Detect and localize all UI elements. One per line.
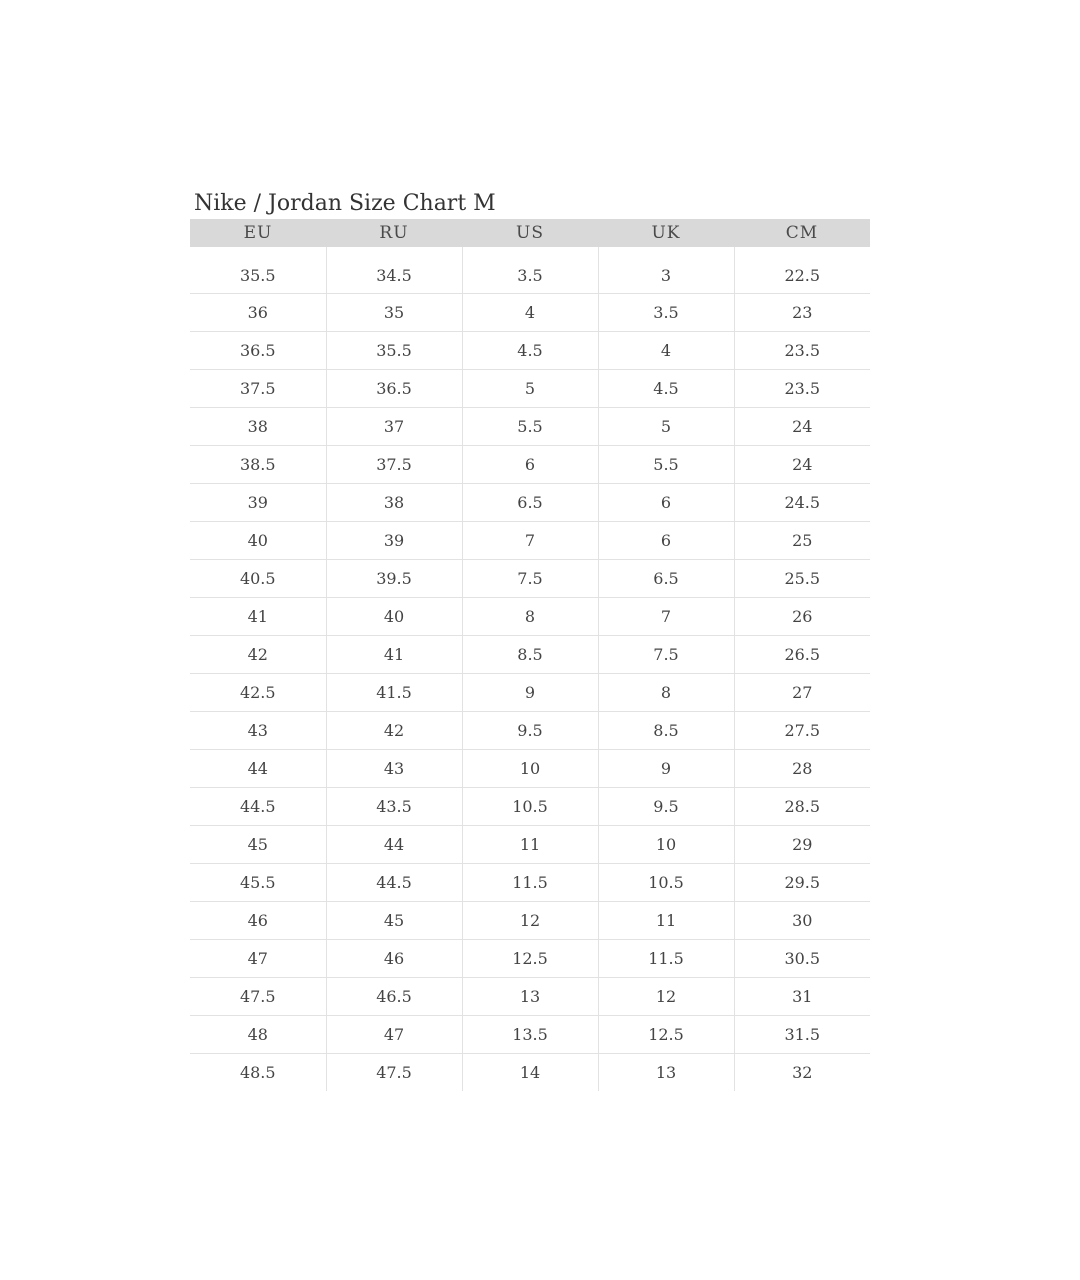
cell-ru: 47 xyxy=(326,1016,462,1054)
cell-cm: 30.5 xyxy=(734,940,870,978)
cell-cm: 22.5 xyxy=(734,247,870,294)
cell-uk: 9.5 xyxy=(598,788,734,826)
chart-title: Nike / Jordan Size Chart M xyxy=(194,191,496,216)
table-row xyxy=(190,674,870,712)
cell-ru: 40 xyxy=(326,598,462,636)
cell-ru: 41 xyxy=(326,636,462,674)
cell-cm: 28.5 xyxy=(734,788,870,826)
cell-us: 9.5 xyxy=(462,712,598,750)
table-row xyxy=(190,294,870,332)
cell-uk: 10.5 xyxy=(598,864,734,902)
table-row xyxy=(190,370,870,408)
cell-uk: 6.5 xyxy=(598,560,734,598)
header-row xyxy=(190,219,870,247)
cell-us: 5.5 xyxy=(462,408,598,446)
table-row xyxy=(190,1016,870,1054)
cell-eu: 35.5 xyxy=(190,247,326,294)
cell-ru: 35 xyxy=(326,294,462,332)
cell-uk: 12.5 xyxy=(598,1016,734,1054)
cell-ru: 34.5 xyxy=(326,247,462,294)
cell-ru: 46.5 xyxy=(326,978,462,1016)
cell-cm: 27 xyxy=(734,674,870,712)
cell-uk: 6 xyxy=(598,522,734,560)
cell-uk: 7 xyxy=(598,598,734,636)
cell-eu: 36 xyxy=(190,294,326,332)
cell-uk: 5.5 xyxy=(598,446,734,484)
cell-uk: 7.5 xyxy=(598,636,734,674)
table-row xyxy=(190,636,870,674)
cell-us: 12.5 xyxy=(462,940,598,978)
cell-uk: 4 xyxy=(598,332,734,370)
cell-eu: 48.5 xyxy=(239,1063,276,1082)
cell-us: 13 xyxy=(462,978,598,1016)
cell-us: 8.5 xyxy=(462,636,598,674)
cell-eu: 38 xyxy=(190,408,326,446)
cell-us: 6.5 xyxy=(462,484,598,522)
cell-eu: 47 xyxy=(190,940,326,978)
cell-us: 4.5 xyxy=(462,332,598,370)
cell-us: 5 xyxy=(462,370,598,408)
cell-ru: 45 xyxy=(326,902,462,940)
cell-us: 9 xyxy=(462,674,598,712)
cell-ru: 43.5 xyxy=(326,788,462,826)
size-chart xyxy=(190,188,870,1091)
cell-eu: 48 xyxy=(190,1016,326,1054)
cell-ru: 46 xyxy=(326,940,462,978)
cell-us: 13.5 xyxy=(462,1016,598,1054)
cell-uk: 5 xyxy=(598,408,734,446)
cell-cm: 23.5 xyxy=(734,370,870,408)
cell-ru: 36.5 xyxy=(326,370,462,408)
cell-ru: 44 xyxy=(326,826,462,864)
table-row xyxy=(190,978,870,1016)
cell-ru: 35.5 xyxy=(326,332,462,370)
cell-eu: 36.5 xyxy=(190,332,326,370)
cell-us: 14 xyxy=(462,1054,598,1092)
table-row xyxy=(190,560,870,598)
table-row xyxy=(190,902,870,940)
cell-uk: 10 xyxy=(598,826,734,864)
cell-eu: 47.5 xyxy=(190,978,326,1016)
cell-eu: 40.5 xyxy=(190,560,326,598)
column-header-cm: CM xyxy=(734,219,870,247)
column-header-eu: EU xyxy=(190,219,326,247)
cell-eu: 42.5 xyxy=(190,674,326,712)
cell-cm: 30 xyxy=(734,902,870,940)
cell-cm: 23.5 xyxy=(734,332,870,370)
table-row xyxy=(190,788,870,826)
cell-ru: 41.5 xyxy=(326,674,462,712)
cell-cm: 25 xyxy=(734,522,870,560)
cell-eu: 38.5 xyxy=(190,446,326,484)
table-row xyxy=(190,712,870,750)
cell-eu: 42 xyxy=(190,636,326,674)
cell-uk: 12 xyxy=(598,978,734,1016)
cell-cm: 32 xyxy=(734,1054,870,1092)
table-row xyxy=(190,750,870,788)
cell-uk: 13 xyxy=(598,1054,734,1092)
table-row xyxy=(190,1054,870,1092)
cell-cm: 31 xyxy=(734,978,870,1016)
cell-uk: 6 xyxy=(598,484,734,522)
size-table xyxy=(190,219,870,1091)
cell-us: 4 xyxy=(462,294,598,332)
cell-ru: 43 xyxy=(326,750,462,788)
table-row xyxy=(190,247,870,294)
cell-eu: 44.5 xyxy=(190,788,326,826)
table-row xyxy=(190,332,870,370)
cell-ru: 38 xyxy=(326,484,462,522)
cell-us: 11.5 xyxy=(462,864,598,902)
cell-eu: 43 xyxy=(190,712,326,750)
cell-eu: 41 xyxy=(190,598,326,636)
cell-eu: 44 xyxy=(190,750,326,788)
cell-us: 7 xyxy=(462,522,598,560)
cell-uk: 8.5 xyxy=(598,712,734,750)
cell-us: 10.5 xyxy=(462,788,598,826)
cell-us: 10 xyxy=(462,750,598,788)
cell-cm: 24 xyxy=(734,446,870,484)
cell-cm: 28 xyxy=(734,750,870,788)
cell-uk: 3 xyxy=(598,247,734,294)
cell-us: 12 xyxy=(462,902,598,940)
cell-cm: 26.5 xyxy=(734,636,870,674)
cell-cm: 25.5 xyxy=(734,560,870,598)
cell-cm: 27.5 xyxy=(734,712,870,750)
table-body xyxy=(190,247,870,1091)
cell-cm: 29 xyxy=(734,826,870,864)
cell-cm: 24 xyxy=(734,408,870,446)
cell-ru: 44.5 xyxy=(326,864,462,902)
cell-eu: 40 xyxy=(190,522,326,560)
table-row xyxy=(190,940,870,978)
table-row xyxy=(190,446,870,484)
cell-ru: 37 xyxy=(326,408,462,446)
cell-cm: 26 xyxy=(734,598,870,636)
cell-uk: 11 xyxy=(598,902,734,940)
cell-us: 7.5 xyxy=(462,560,598,598)
cell-eu: 39 xyxy=(190,484,326,522)
column-header-ru: RU xyxy=(326,219,462,247)
column-header-uk: UK xyxy=(598,219,734,247)
table-row xyxy=(190,408,870,446)
cell-ru: 39 xyxy=(326,522,462,560)
cell-eu: 45 xyxy=(190,826,326,864)
table-row xyxy=(190,826,870,864)
cell-ru: 37.5 xyxy=(326,446,462,484)
cell-ru: 47.5 xyxy=(326,1054,462,1092)
table-row xyxy=(190,598,870,636)
cell-uk: 3.5 xyxy=(598,294,734,332)
table-row xyxy=(190,484,870,522)
table-row xyxy=(190,864,870,902)
cell-ru: 42 xyxy=(326,712,462,750)
cell-cm: 31.5 xyxy=(734,1016,870,1054)
cell-us: 11 xyxy=(462,826,598,864)
cell-uk: 11.5 xyxy=(598,940,734,978)
cell-cm: 29.5 xyxy=(734,864,870,902)
table-row xyxy=(190,522,870,560)
cell-cm: 23 xyxy=(734,294,870,332)
cell-uk: 8 xyxy=(598,674,734,712)
cell-eu: 45.5 xyxy=(190,864,326,902)
cell-eu: 37.5 xyxy=(190,370,326,408)
cell-us: 3.5 xyxy=(462,247,598,294)
cell-ru: 39.5 xyxy=(326,560,462,598)
cell-us: 6 xyxy=(462,446,598,484)
column-header-us: US xyxy=(462,219,598,247)
cell-eu: 46 xyxy=(190,902,326,940)
cell-cm: 24.5 xyxy=(734,484,870,522)
cell-uk: 4.5 xyxy=(598,370,734,408)
cell-uk: 9 xyxy=(598,750,734,788)
cell-us: 8 xyxy=(462,598,598,636)
